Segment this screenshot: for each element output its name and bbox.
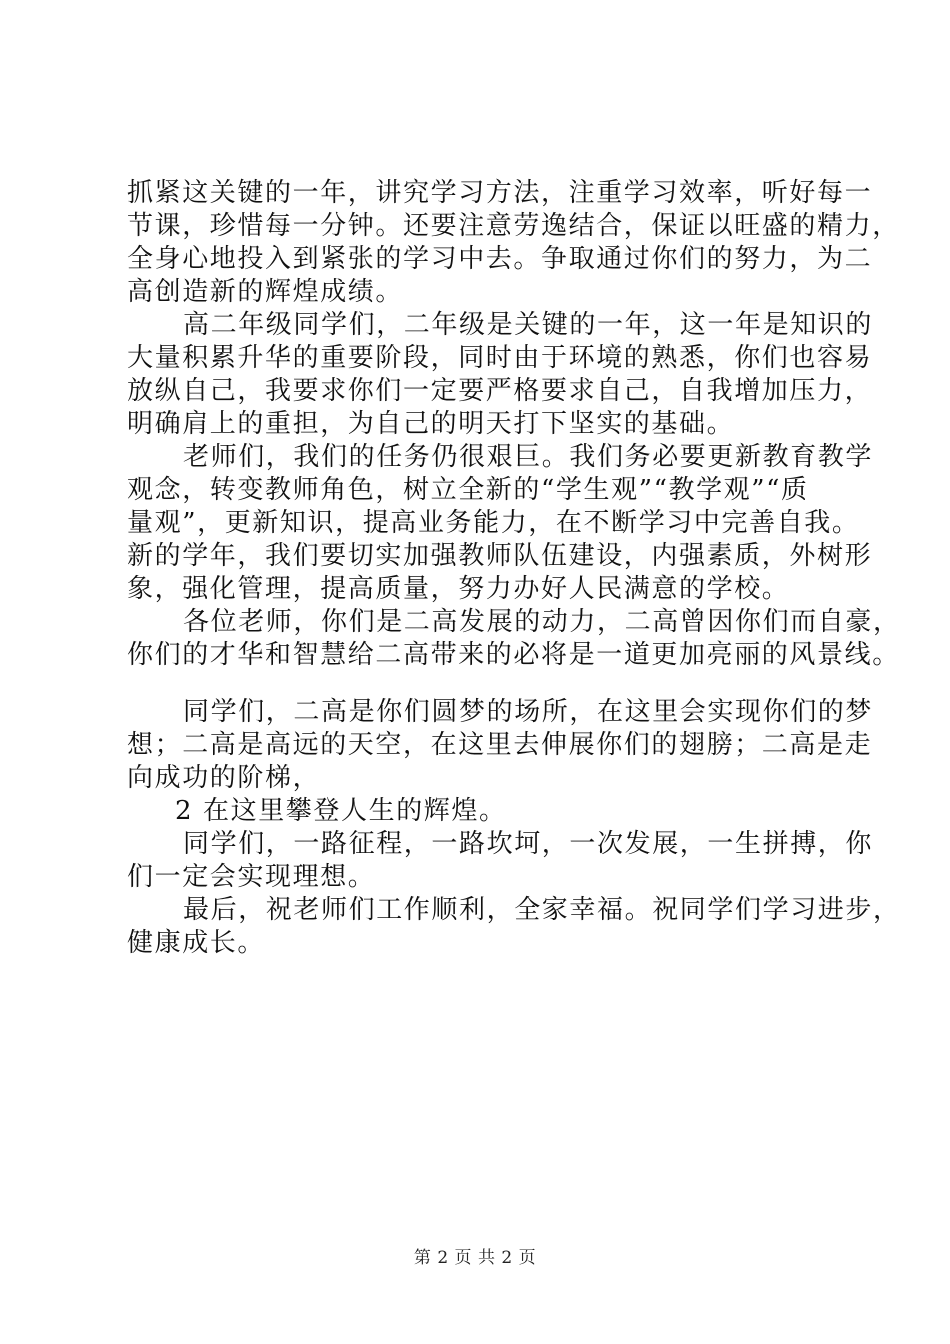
text-line: 健康成长。: [127, 928, 266, 958]
paragraph-first-line: 同学们，二高是你们圆梦的场所，在这里会实现你们的梦: [183, 697, 874, 727]
text-line: 象，强化管理，提高质量，努力办好人民满意的学校。: [127, 574, 790, 604]
text-line: 全身心地投入到紧张的学习中去。争取通过你们的努力，为二: [127, 244, 873, 274]
text-line: 大量积累升华的重要阶段，同时由于环境的熟悉，你们也容易: [127, 343, 873, 373]
text-line: 明确肩上的重担，为自己的明天打下坚实的基础。: [127, 409, 735, 439]
paragraph-first-line: 高二年级同学们，二年级是关键的一年，这一年是知识的: [183, 310, 874, 340]
text-line: 你们的才华和智慧给二高带来的必将是一道更加亮丽的风景线。: [127, 640, 900, 670]
text-line: 节课，珍惜每一分钟。还要注意劳逸结合，保证以旺盛的精力，: [127, 211, 900, 241]
text-line: 们一定会实现理想。: [127, 862, 376, 892]
text-line: 新的学年，我们要切实加强教师队伍建设，内强素质，外树形: [127, 541, 873, 571]
text-line: 量观”，更新知识，提高业务能力，在不断学习中完善自我。: [127, 508, 860, 538]
paragraph-first-line: 同学们，一路征程，一路坎坷，一次发展，一生拼搏，你: [183, 829, 874, 859]
paragraph-first-line: 最后，祝老师们工作顺利，全家幸福。祝同学们学习进步，: [183, 895, 901, 925]
page-number-footer: 第 2 页 共 2 页: [413, 1248, 537, 1268]
text-line: 高创造新的辉煌成绩。: [127, 277, 404, 307]
text-line: 向成功的阶梯，: [127, 763, 321, 793]
paragraph-first-line: 各位老师，你们是二高发展的动力，二高曾因你们而自豪，: [183, 607, 901, 637]
paragraph-first-line: 老师们，我们的任务仍很艰巨。我们务必要更新教育教学: [183, 442, 874, 472]
paragraph-first-line: 2 在这里攀登人生的辉煌。: [175, 796, 507, 826]
text-line: 想；二高是高远的天空，在这里去伸展你们的翅膀；二高是走: [127, 730, 873, 760]
text-line: 观念，转变教师角色，树立全新的“学生观”“教学观”“质: [127, 475, 809, 505]
text-line: 抓紧这关键的一年，讲究学习方法，注重学习效率，听好每一: [127, 178, 873, 208]
text-line: 放纵自己，我要求你们一定要严格要求自己，自我增加压力，: [127, 376, 873, 406]
